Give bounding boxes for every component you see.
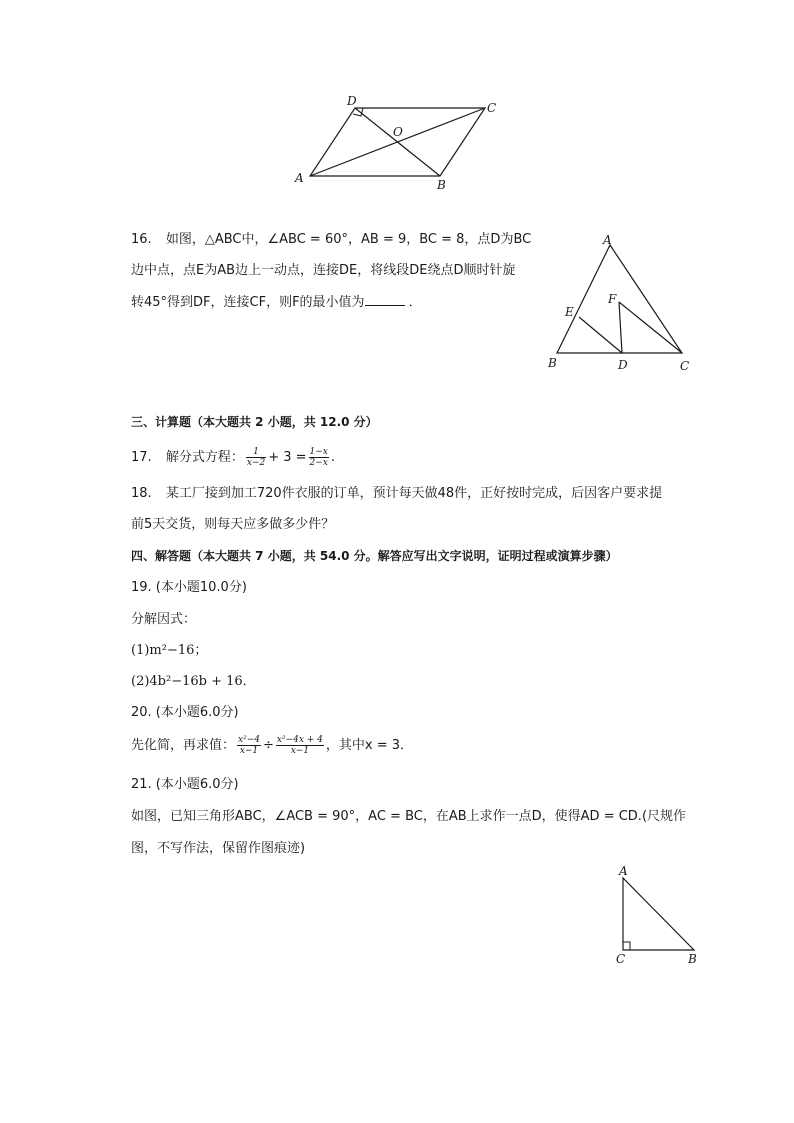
q21-line2: 图，不写作法，保留作图痕迹): [131, 841, 306, 856]
q17-prefix: 解分式方程：: [165, 450, 244, 465]
q16-text-3-end: ．: [408, 295, 422, 310]
q20-frac1-num: x²−4: [238, 735, 260, 745]
q19-part2: (2)4b²−16b + 16．: [131, 674, 256, 689]
vertex-label-f: F: [608, 292, 617, 306]
q17-frac1-den: x−2: [246, 458, 266, 468]
vertex-label-b: B: [437, 178, 446, 192]
q17-frac2-den: 2−x: [309, 458, 328, 468]
vertex-label-a: A: [619, 864, 628, 878]
triangle-def-figure: [540, 232, 700, 377]
q18-number: 18.: [131, 486, 152, 501]
vertex-label-d: D: [618, 358, 628, 372]
vertex-label-d: D: [347, 94, 357, 108]
vertex-label-a: A: [295, 171, 304, 185]
q17-line: [131, 446, 335, 470]
right-triangle-figure: [608, 862, 708, 970]
q17-number: 17.: [131, 450, 152, 465]
q16-text-2: 边中点，点E为AB边上一动点，连接DE，将线段DE绕点D顺时针旋: [131, 263, 516, 278]
q17-fraction-1: [246, 447, 266, 468]
parallelogram-figure: [290, 92, 510, 192]
vertex-label-c: C: [616, 952, 626, 966]
q16-line1: [131, 231, 531, 249]
q21-line1: 如图，已知三角形ABC，∠ACB = 90°，AC = BC，在AB上求作一点D，使得AD = CD.(尺规作: [131, 809, 687, 824]
q20-header: 20. (本小题6.0分): [131, 705, 239, 720]
q20-operator: ÷: [262, 738, 274, 753]
vertex-label-b: B: [548, 356, 557, 370]
q20-frac2-den: x−1: [290, 746, 310, 756]
vertex-label-c: C: [680, 359, 690, 373]
q18-text-1: 某工厂接到加工720件衣服的订单，预计每天做48件，正好按时完成，后因客户要求提: [165, 486, 663, 501]
q20-line: [131, 734, 413, 758]
q16-line2: [131, 262, 515, 280]
q20-fraction-1: [237, 735, 261, 756]
q17-fraction-2: [309, 447, 329, 468]
q16-number: 16.: [131, 232, 152, 247]
vertex-label-o: O: [393, 125, 403, 139]
q16-text-3: 转45°得到DF，连接CF，则F的最小值为: [131, 295, 365, 310]
answer-blank[interactable]: [365, 293, 405, 306]
section4-heading: 四、解答题（本大题共 7 小题，共 54.0 分。解答应写出文字说明，证明过程或演算步骤）: [131, 549, 618, 563]
q18-text-2: 前5天交货，则每天应多做多少件？: [131, 517, 335, 532]
vertex-label-c: C: [487, 101, 497, 115]
q17-suffix: .: [330, 450, 335, 465]
q17-middle: + 3 =: [268, 450, 307, 465]
q17-frac1-num: 1: [246, 447, 266, 458]
q16-text-1: 如图，△ABC中，∠ABC = 60°，AB = 9，BC = 8，点D为BC: [165, 232, 532, 247]
vertex-label-a: A: [603, 233, 612, 247]
section3-heading: 三、计算题（本大题共 2 小题，共 12.0 分）: [131, 415, 378, 429]
q19-part1: (1)m²−16；: [131, 643, 208, 658]
q20-fraction-2: [276, 735, 324, 756]
vertex-label-e: E: [565, 305, 574, 319]
vertex-label-b: B: [688, 952, 697, 966]
q18-line2: [131, 516, 334, 534]
q21-header: 21. (本小题6.0分): [131, 777, 239, 792]
q19-prompt: 分解因式：: [131, 612, 197, 627]
q19-header: 19. (本小题10.0分): [131, 580, 247, 595]
q20-suffix: ，其中x = 3．: [325, 738, 414, 753]
q17-frac2-num: 1−x: [309, 447, 328, 457]
q20-frac1-den: x−1: [239, 746, 259, 756]
q18-line1: [131, 485, 662, 503]
q20-frac2-num: x²−4x + 4: [276, 735, 323, 745]
q20-prefix: 先化简，再求值：: [131, 738, 236, 753]
q16-line3: [131, 293, 422, 312]
